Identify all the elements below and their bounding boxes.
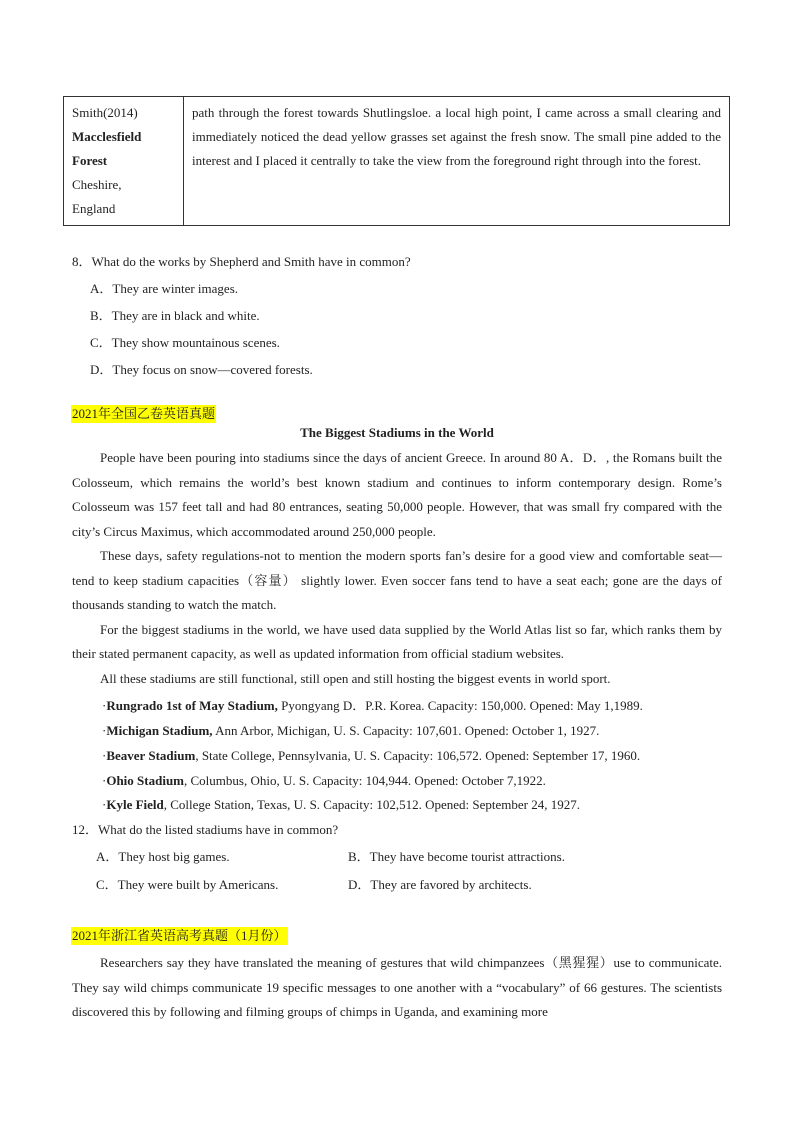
article-title: The Biggest Stadiums in the World bbox=[300, 425, 494, 440]
stadium-item: ·Michigan Stadium, Ann Arbor, Michigan, U. S. Capacity: 107,601. Opened: October 1, 1927. bbox=[102, 723, 600, 738]
paragraph-3: For the biggest stadiums in the world, we have used data supplied by the World Atlas list so far, which ranks them by their stated permanent capacity, as well as updated information from official stadium websites. bbox=[72, 621, 722, 661]
table-left-cell bbox=[64, 97, 184, 226]
paragraph-zhejiang-1: Researchers say they have translated the meaning of gestures that wild chimpanzees（黑猩猩）use to communicate. They say wild chimps communicate 19 specific messages to one another with a “vocabulary” of 66 gestures. The scientists discovered this by following and filming groups of chimps in Uganda, and examining more bbox=[72, 955, 722, 1019]
location-name-line2: Forest bbox=[72, 153, 108, 168]
q12-option-c: C．They were built by Americans. bbox=[96, 877, 279, 892]
photographer-year: Smith(2014) bbox=[72, 105, 138, 120]
stadium-item: ·Ohio Stadium, Columbus, Ohio, U. S. Capacity: 104,944. Opened: October 7,1922. bbox=[102, 773, 546, 788]
stadium-item: ·Rungrado 1st of May Stadium, Pyongyang D．P.R. Korea. Capacity: 150,000. Opened: May 1,1989. bbox=[102, 698, 643, 713]
section-label-2021-national: 2021年全国乙卷英语真题 bbox=[72, 406, 216, 421]
source-table bbox=[63, 96, 730, 226]
article-body-2 bbox=[72, 951, 722, 1025]
stadium-item: ·Kyle Field, College Station, Texas, U. S. Capacity: 102,512. Opened: September 24, 1927. bbox=[102, 797, 581, 812]
location-county: Cheshire, bbox=[72, 177, 122, 192]
question-12: 12．What do the listed stadiums have in common? bbox=[72, 822, 339, 837]
location-country: England bbox=[72, 201, 116, 216]
table-row bbox=[64, 97, 730, 226]
q8-option-a: A．They are winter images. bbox=[90, 281, 239, 296]
q8-option-c: C．They show mountainous scenes. bbox=[90, 335, 280, 350]
q8-option-b: B．They are in black and white. bbox=[90, 308, 260, 323]
question-8: 8．What do the works by Shepherd and Smith have in common? bbox=[72, 254, 411, 269]
section-label-2021-zhejiang: 2021年浙江省英语高考真题（1月份） bbox=[72, 928, 287, 943]
q12-option-a: A．They host big games. bbox=[96, 849, 230, 864]
table-right-cell: path through the forest towards Shutlingsloe. a local high point, I came across a small clearing and immediately noticed the dead yellow grasses set against the fresh snow. The small pine added to the interest and I placed it centrally to take the view from the foreground right through into the forest. bbox=[184, 97, 730, 226]
location-name-line1: Macclesfield bbox=[72, 129, 142, 144]
paragraph-1: People have been pouring into stadiums since the days of ancient Greece. In around 80 A．D．, the Romans built the Colosseum, which remains the world’s best known stadium and continues to inform contemporary design. Rome’s Colosseum was 157 feet tall and had 80 entrances, seating 50,000 people. However, that was small fry compared with the city’s Circus Maximus, which accommodated around 250,000 people. bbox=[72, 450, 722, 539]
q12-option-b: B．They have become tourist attractions. bbox=[348, 849, 565, 864]
q8-option-d: D．They focus on snow—covered forests. bbox=[90, 362, 313, 377]
article-body bbox=[72, 446, 722, 691]
stadium-item: ·Beaver Stadium, State College, Pennsylvania, U. S. Capacity: 106,572. Opened: September 17, 1960. bbox=[102, 748, 641, 763]
paragraph-4: All these stadiums are still functional, still open and still hosting the biggest events in world sport. bbox=[100, 670, 611, 686]
paragraph-2: These days, safety regulations-not to mention the modern sports fan’s desire for a good view and comfortable seat—tend to keep stadium capacities（容量） slightly lower. Even soccer fans tend to have a seat each; gone are the days of thousands standing to watch the match. bbox=[72, 548, 722, 612]
q12-option-d: D．They are favored by architects. bbox=[348, 877, 532, 892]
